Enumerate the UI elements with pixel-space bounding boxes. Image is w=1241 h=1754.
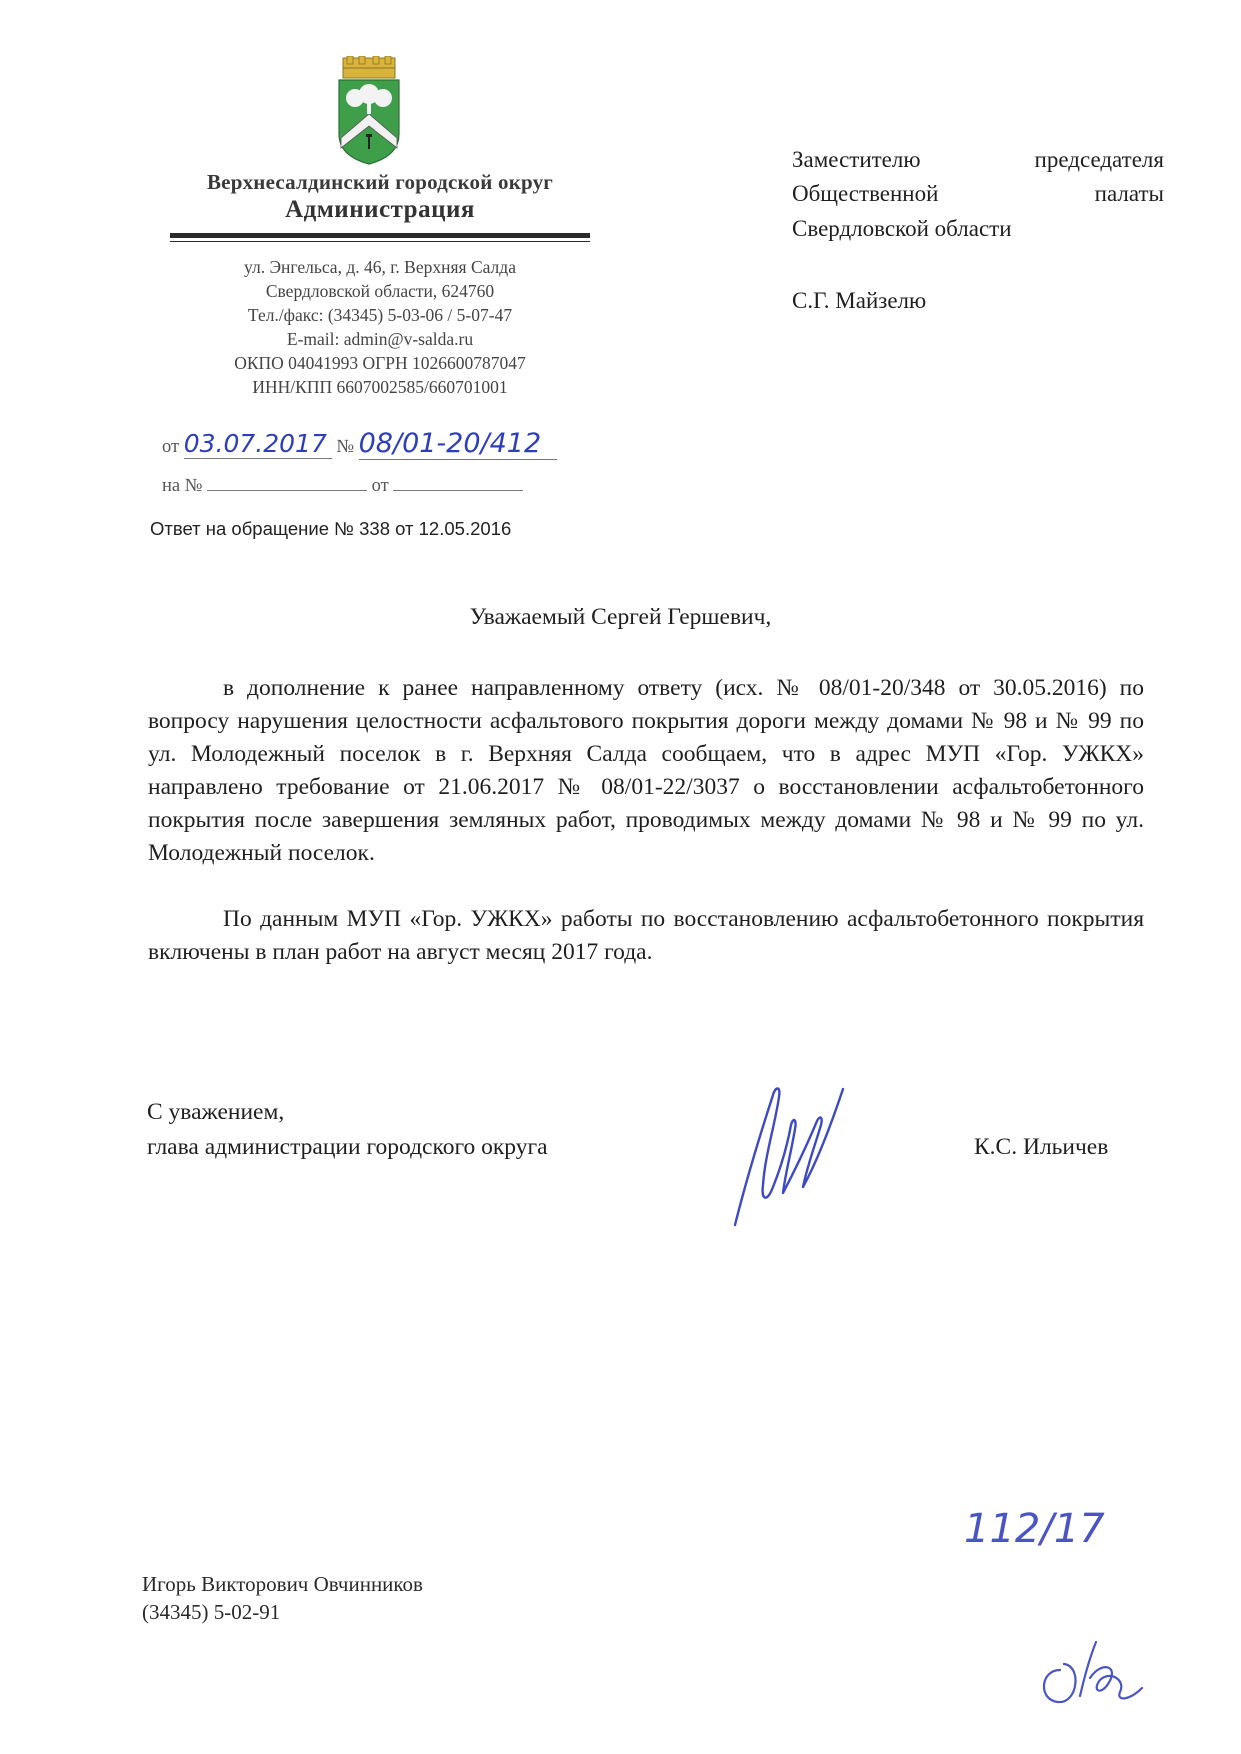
reg-ot-field (393, 490, 523, 491)
org-name: Верхнесалдинский городской округ (206, 170, 554, 194)
addressee-word-3: Общественной (792, 181, 939, 206)
handwritten-initials-icon (1030, 1630, 1170, 1710)
reg-from-label: от (162, 437, 180, 457)
contact-inn-kpp: ИНН/КПП 6607002585/660701001 (252, 377, 508, 397)
executor-name: Игорь Викторович Овчинников (142, 1572, 423, 1596)
addressee-line-3: Свердловской области (792, 216, 1012, 241)
contact-address-2: Свердловской области, 624760 (265, 281, 495, 301)
addressee-word-1: Заместителю (792, 147, 921, 172)
reg-na-label: на № (162, 476, 203, 496)
registration-line (162, 428, 557, 460)
handwritten-number-text: 112/17 (964, 1506, 1105, 1552)
body-paragraph-1: в дополнение к ранее направленному ответу (исх. № 08/01-20/348 от 30.05.2016) по вопросу нарушения целостности асфальтового покрытия дороги между домами № 98 и № 99 по ул. Молодежный поселок в г. Верхняя Салда сообщаем, что в адрес МУП «Гор. УЖКХ» направлено требование от 21.06.2017 № 08/01-22/3037 о восстановлении асфальтобетонного покрытия после завершения земляных работ, проводимых между домами № 98 и № 99 по ул. Молодежный поселок. (148, 675, 1144, 866)
signer-name: К.С. Ильичев (974, 1134, 1109, 1160)
letterhead-divider-thick (170, 233, 590, 238)
closing-regards: С уважением, (147, 1099, 285, 1125)
addressee-name: С.Г. Майзелю (792, 288, 927, 313)
executor-phone: (34345) 5-02-91 (142, 1600, 281, 1624)
greeting: Уважаемый Сергей Гершевич, (469, 604, 772, 630)
addressee-word-2: председателя (1034, 147, 1164, 172)
coat-of-arms-icon (333, 56, 405, 166)
registration-reference-line (162, 476, 523, 497)
reg-ot-label: от (371, 476, 389, 496)
handwritten-signature-icon (725, 1075, 865, 1235)
body-paragraph-2: По данным МУП «Гор. УЖКХ» работы по восстановлению асфальтобетонного покрытия включены в план работ на август месяц 2017 года. (148, 906, 1144, 965)
org-admin-title: Администрация (285, 196, 475, 223)
reply-reference: Ответ на обращение № 338 от 12.05.2016 (150, 518, 512, 539)
reg-number-handwritten: 08/01-20/412 (359, 428, 557, 460)
contact-okpo-ogrn: ОКПО 04041993 ОГРН 1026600787047 (234, 353, 526, 373)
contact-phone: Тел./факс: (34345) 5-03-06 / 5-07-47 (247, 305, 513, 325)
letterhead-divider-thin (170, 241, 590, 242)
contact-address-1: ул. Энгельса, д. 46, г. Верхняя Салда (244, 257, 516, 277)
reg-date-handwritten: 03.07.2017 (184, 429, 332, 459)
handwritten-number-mark (958, 1498, 1128, 1554)
signer-position: глава администрации городского округа (147, 1134, 548, 1160)
addressee-word-4: палаты (1094, 181, 1164, 206)
reg-number-label: № (336, 437, 354, 457)
contact-email: E-mail: admin@v-salda.ru (286, 329, 474, 349)
addressee-line-1 (792, 147, 1164, 173)
addressee-line-2 (792, 181, 1164, 207)
reg-na-field (207, 490, 367, 491)
